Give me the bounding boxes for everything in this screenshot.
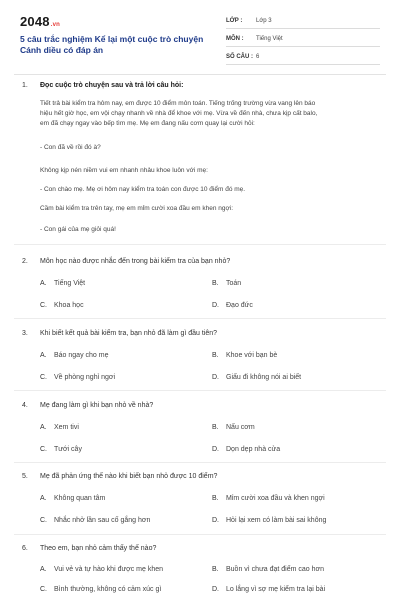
option-text: Tưới cây — [54, 446, 82, 453]
option-c[interactable] — [40, 586, 161, 593]
option-b[interactable] — [212, 352, 277, 359]
question-text: Môn học nào được nhắc đến trong bài kiểm tra của bạn nhỏ? — [40, 258, 231, 265]
meta-value: Lớp 3 — [256, 17, 272, 24]
question-text: Mẹ đã phản ứng thế nào khi biết bạn nhỏ được 10 điểm? — [40, 473, 218, 480]
option-text: Đạo đức — [226, 302, 253, 309]
passage-line: Cầm bài kiểm tra trên tay, mẹ em mỉm cười xoa đầu em khen ngợi: — [40, 205, 234, 212]
option-letter: A. — [40, 280, 47, 287]
option-letter: D. — [212, 302, 219, 309]
option-b[interactable] — [212, 280, 241, 287]
meta-label: SỐ CÂU : — [226, 53, 253, 60]
option-text: Lo lắng vì sợ mẹ kiểm tra lại bài — [226, 586, 326, 593]
option-text: Khoa học — [54, 302, 84, 309]
question-number: 6. — [22, 545, 28, 552]
option-d[interactable] — [212, 302, 253, 309]
option-b[interactable] — [212, 566, 324, 573]
option-a[interactable] — [40, 352, 108, 359]
question-number: 3. — [22, 330, 28, 337]
option-letter: B. — [212, 566, 219, 573]
option-letter: B. — [212, 424, 219, 431]
passage-line: em đã chạy ngay vào bếp tìm mẹ. Mẹ em đang nấu cơm quay lại cười hỏi: — [40, 120, 255, 127]
option-a[interactable] — [40, 280, 85, 287]
option-c[interactable] — [40, 517, 150, 524]
option-b[interactable] — [212, 424, 255, 431]
option-letter: D. — [212, 517, 219, 524]
passage-line: - Con gái của mẹ giỏi quá! — [40, 226, 116, 233]
option-d[interactable] — [212, 586, 325, 593]
meta-value: Tiếng Việt — [256, 35, 283, 42]
passage-line: - Con chào mẹ. Mẹ ơi hôm nay kiểm tra toán con được 10 điểm đó mẹ. — [40, 186, 246, 193]
question-number: 5. — [22, 473, 28, 480]
option-letter: A. — [40, 424, 47, 431]
option-d[interactable] — [212, 374, 301, 381]
question-divider — [14, 244, 386, 245]
option-text: Buồn vì chưa đạt điểm cao hơn — [226, 566, 324, 573]
option-text: Giấu đi không nói ai biết — [226, 374, 302, 381]
logo-domain: .vn — [50, 22, 61, 28]
question-number: 2. — [22, 258, 28, 265]
option-letter: C. — [40, 374, 47, 381]
meta-value: 6 — [256, 53, 260, 60]
meta-panel — [226, 13, 380, 67]
question-text: Mẹ đang làm gì khi bạn nhỏ về nhà? — [40, 402, 154, 409]
option-letter: D. — [212, 374, 219, 381]
option-letter: A. — [40, 352, 47, 359]
meta-label: LỚP : — [226, 17, 243, 24]
question-divider — [14, 534, 386, 535]
meta-label: MÔN : — [226, 35, 244, 42]
option-a[interactable] — [40, 424, 79, 431]
question-text: Khi biết kết quả bài kiểm tra, bạn nhỏ đã làm gì đầu tiên? — [40, 330, 218, 337]
option-letter: C. — [40, 517, 47, 524]
page-title: 5 câu trắc nghiệm Kể lại một cuộc trò chuyện Cánh diều có đáp án — [20, 34, 204, 55]
question-number: 4. — [22, 402, 28, 409]
question-text: Theo em, bạn nhỏ cảm thấy thế nào? — [40, 545, 157, 552]
passage-line: Không kịp nén niềm vui em nhanh nhảu khoe luôn với mẹ: — [40, 167, 208, 174]
question-text: Đọc cuộc trò chuyện sau và trả lời câu hỏi: — [40, 82, 184, 89]
option-letter: D. — [212, 586, 219, 593]
option-d[interactable] — [212, 517, 326, 524]
option-letter: D. — [212, 446, 219, 453]
option-text: Báo ngay cho mẹ — [54, 352, 109, 359]
option-letter: C. — [40, 302, 47, 309]
option-a[interactable] — [40, 495, 105, 502]
option-a[interactable] — [40, 566, 163, 573]
logo-main: 2048 — [20, 14, 50, 29]
option-text: Xem tivi — [54, 424, 79, 431]
question-divider — [14, 318, 386, 319]
meta-row-grade — [226, 13, 380, 29]
option-letter: B. — [212, 280, 219, 287]
option-text: Vui vẻ và tự hào khi được mẹ khen — [54, 566, 164, 573]
meta-row-count — [226, 49, 380, 65]
page-header — [0, 0, 400, 70]
question-divider — [14, 462, 386, 463]
question-divider — [14, 390, 386, 391]
option-text: Về phòng nghỉ ngơi — [54, 374, 116, 381]
option-c[interactable] — [40, 302, 84, 309]
option-text: Mỉm cười xoa đầu và khen ngợi — [226, 495, 325, 502]
option-text: Nhắc nhở lần sau cố gắng hơn — [54, 517, 151, 524]
option-text: Khoe với bạn bè — [226, 352, 278, 359]
passage-line: Tiết trả bài kiểm tra hôm nay, em được 10 điểm môn toán. Tiếng trống trường vừa vang lên báo — [40, 100, 316, 107]
site-logo[interactable] — [20, 14, 60, 29]
question-number: 1. — [22, 82, 28, 89]
option-letter: A. — [40, 495, 47, 502]
option-text: Tiếng Việt — [54, 280, 86, 287]
option-letter: B. — [212, 495, 219, 502]
option-text: Hỏi lại xem có làm bài sai không — [226, 517, 327, 524]
option-letter: C. — [40, 446, 47, 453]
option-letter: B. — [212, 352, 219, 359]
option-letter: A. — [40, 566, 47, 573]
option-c[interactable] — [40, 446, 82, 453]
option-text: Toán — [226, 280, 242, 287]
passage-line: - Con đã về rồi đó à? — [40, 144, 101, 151]
option-c[interactable] — [40, 374, 115, 381]
passage-line: hiệu hết giờ học, em vội chạy nhanh về nhà để khoe với mẹ. Vừa về đến nhà, chưa kịp cất balo, — [40, 110, 318, 117]
option-d[interactable] — [212, 446, 280, 453]
option-b[interactable] — [212, 495, 325, 502]
option-text: Nấu cơm — [226, 424, 255, 431]
meta-row-subject — [226, 31, 380, 47]
option-text: Dọn dẹp nhà cửa — [226, 446, 281, 453]
header-divider — [14, 74, 386, 75]
option-text: Không quan tâm — [54, 495, 106, 502]
option-letter: C. — [40, 586, 47, 593]
option-text: Bình thường, không có cảm xúc gì — [54, 586, 162, 593]
